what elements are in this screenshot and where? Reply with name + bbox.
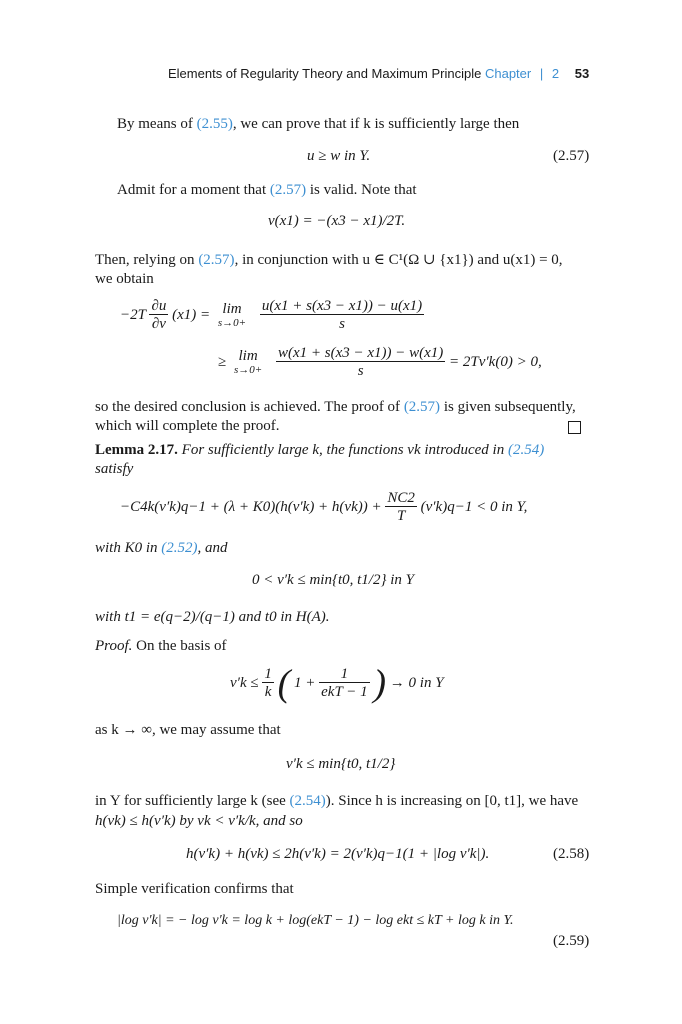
numerator: u(x1 + s(x3 − x1)) − u(x1)	[261, 298, 423, 314]
limit	[234, 349, 262, 377]
denominator: k	[262, 682, 274, 701]
text: , and	[197, 540, 228, 556]
lim-sub: s→0+	[217, 316, 247, 329]
paragraph-5: as k → ∞, we may assume that	[95, 722, 281, 738]
ref-2-57[interactable]: (2.57)	[269, 182, 307, 198]
paragraph-3	[95, 250, 563, 270]
text: Then, relying on	[95, 252, 199, 268]
lemma-eq-rhs: (v′k)q−1 < 0 in Y,	[420, 498, 528, 515]
qed-symbol	[568, 421, 581, 434]
fraction-nc2-t	[385, 490, 417, 525]
ref-2-57[interactable]: (2.57)	[198, 252, 235, 268]
limit-equation-line-1	[120, 298, 424, 333]
lhs: v′k ≤	[230, 674, 259, 691]
numerator: NC2	[387, 490, 415, 506]
equation-2-59: |log v′k| = − log v′k = log k + log(ekT − 1) − log ekt ≤ kT + log k in Y.	[117, 913, 514, 928]
right-paren: )	[373, 662, 387, 705]
lemma-2-17	[95, 440, 544, 460]
chapter-number: 2	[551, 66, 560, 81]
ge-sign: ≥	[218, 353, 227, 370]
denominator: ∂v	[149, 314, 168, 333]
proof-start	[95, 636, 227, 656]
with-k0-line	[95, 538, 228, 558]
text: By means of	[117, 116, 197, 132]
paragraph-6	[95, 791, 578, 811]
text: is given subsequently,	[440, 399, 576, 415]
equation-number: (2.58)	[553, 846, 590, 862]
text: , we can prove that if k is sufficiently large then	[232, 116, 520, 132]
bound-equation: 0 < v′k ≤ min{t0, t1/2} in Y	[252, 572, 414, 588]
paragraph-3-line-2: we obtain	[95, 271, 154, 287]
text: , in conjunction with u ∈ C¹(Ω ∪ {x1}) and u(x1) = 0,	[234, 252, 563, 268]
left-paren: (	[277, 662, 291, 705]
denominator: s	[276, 361, 445, 380]
ref-2-52[interactable]: (2.52)	[161, 540, 198, 556]
lemma-line-2: satisfy	[95, 461, 134, 477]
paragraph-4-line-2: which will complete the proof.	[95, 418, 280, 434]
lim-label: lim	[238, 347, 258, 364]
assume-equation: v′k ≤ min{t0, t1/2}	[286, 756, 396, 772]
normal-derivative	[149, 298, 168, 333]
fraction-1-over-k	[262, 666, 274, 701]
equation-v: v(x1) = −(x3 − x1)/2T.	[268, 213, 406, 229]
with-t1-line: with t1 = e(q−2)/(q−1) and t0 in H(A).	[95, 609, 330, 625]
text: with K0 in	[95, 540, 162, 556]
text: in Y for sufficiently large k (see	[95, 793, 290, 809]
ref-2-54[interactable]: (2.54)	[289, 793, 326, 809]
chapter-label: Chapter	[484, 66, 532, 81]
difference-quotient-u	[260, 298, 424, 333]
lhs-prefix: −2T	[120, 306, 146, 323]
text: Admit for a moment that	[117, 182, 270, 198]
basis-equation	[230, 662, 444, 705]
difference-quotient-w	[276, 345, 445, 380]
equation-2-57: u ≥ w in Y.	[307, 148, 371, 164]
proof-label: Proof.	[95, 638, 133, 654]
text: On the basis of	[136, 638, 227, 654]
text: so the desired conclusion is achieved. The proof of	[95, 399, 404, 415]
lhs-arg: (x1) =	[172, 306, 211, 323]
text: is valid. Note that	[306, 182, 417, 198]
paragraph-1	[117, 114, 519, 134]
numerator: ∂u	[151, 298, 167, 314]
header-separator: |	[539, 66, 544, 81]
paragraph-2	[117, 180, 417, 200]
ref-2-54[interactable]: (2.54)	[507, 442, 545, 458]
page-number: 53	[574, 66, 590, 81]
ref-2-57[interactable]: (2.57)	[403, 399, 441, 415]
fraction-exp	[319, 666, 370, 701]
lemma-text: For sufficiently large k, the functions vk introduced in	[181, 442, 508, 458]
lemma-equation	[120, 490, 527, 525]
denominator: s	[260, 314, 424, 333]
denominator: ekT − 1	[321, 684, 368, 700]
lim-label: lim	[222, 300, 242, 317]
equation-2-58: h(v′k) + h(vk) ≤ 2h(v′k) = 2(v′k)q−1(1 + |log v′k|).	[186, 846, 490, 862]
paragraph-4	[95, 397, 576, 417]
numerator: 1	[340, 666, 349, 682]
lim-sub: s→0+	[233, 363, 263, 376]
one-plus: 1 +	[294, 674, 316, 691]
running-header	[168, 66, 589, 81]
numerator: w(x1 + s(x3 − x1)) − w(x1)	[277, 345, 444, 361]
rhs: = 2Tv′k(0) > 0,	[449, 353, 542, 370]
denominator: T	[385, 506, 417, 525]
equation-number: (2.57)	[553, 148, 590, 164]
paragraph-6-line-2: h(vk) ≤ h(v′k) by vk < v′k/k, and so	[95, 813, 303, 829]
text: ). Since h is increasing on [0, t1], we have	[325, 793, 579, 809]
paragraph-7: Simple verification confirms that	[95, 881, 294, 897]
book-title: Elements of Regularity Theory and Maximum Principle	[168, 66, 482, 81]
equation-number: (2.59)	[553, 933, 590, 949]
lemma-label: Lemma 2.17.	[95, 442, 178, 458]
rhs: → 0 in Y	[389, 674, 444, 691]
limit-equation-line-2	[218, 345, 542, 380]
numerator: 1	[264, 666, 272, 682]
lemma-eq-lhs: −C4k(v′k)q−1 + (λ + K0)(h(v′k) + h(vk)) +	[120, 498, 382, 515]
limit	[218, 302, 246, 330]
ref-2-55[interactable]: (2.55)	[196, 116, 233, 132]
